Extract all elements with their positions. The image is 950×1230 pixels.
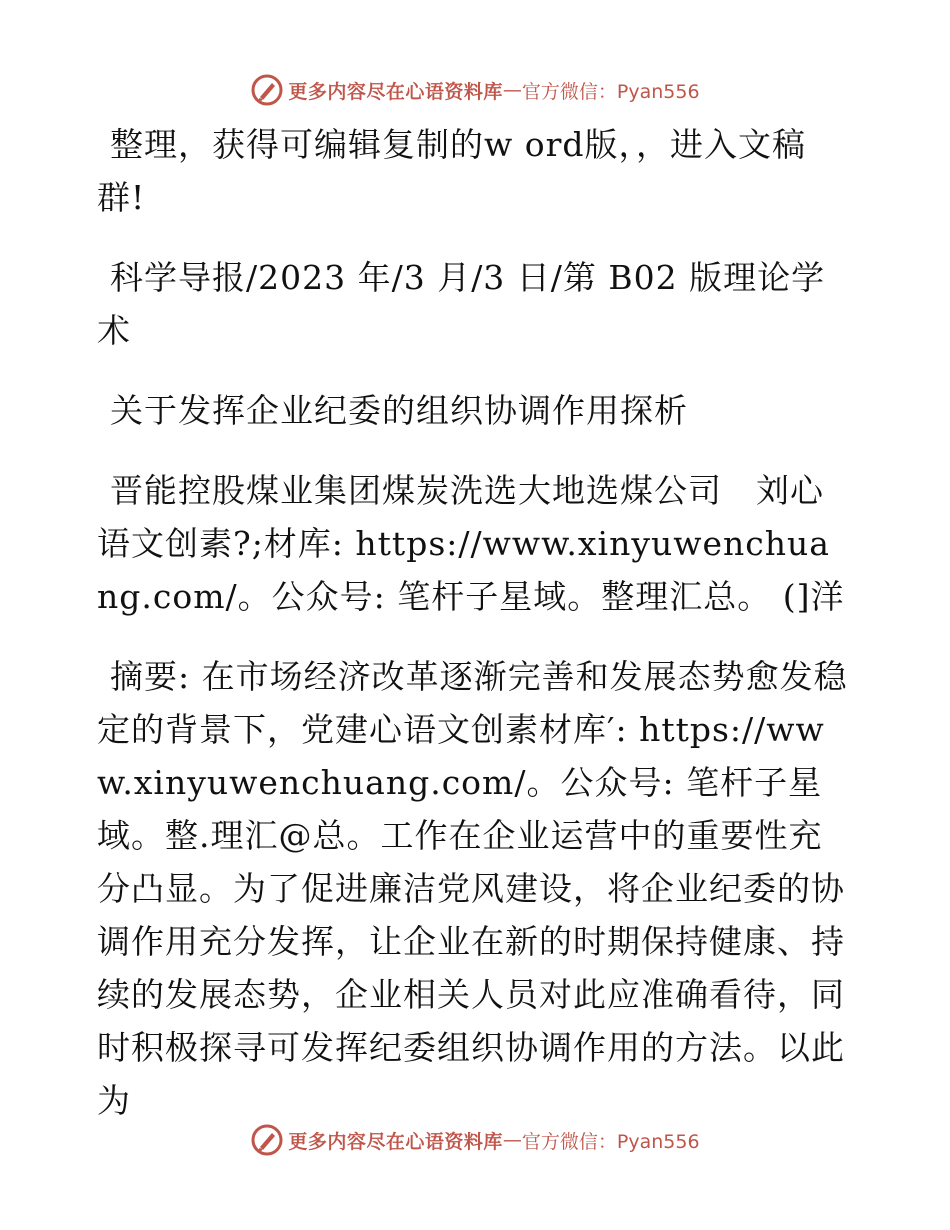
banner-text: 更多内容尽在心语资料库 [288, 80, 503, 103]
article-title: 关于发挥企业纪委的组织协调作用探析 [110, 391, 688, 430]
footer-banner [0, 1120, 950, 1160]
author-line: 晋能控股煤业集团煤炭洗选大地选煤公司 刘心语文创素?;材库: https://www.xinyuwenchuang.com/。公众号: 笔杆子星域。整理汇总。 (]洋 [97, 471, 845, 616]
document-body [97, 118, 849, 1127]
header-banner [0, 70, 950, 110]
intro-paragraph: 整理，获得可编辑复制的w ord版，，进入文稿群! [97, 125, 807, 217]
source-line: 科学导报/2023 年/3 月/3 日/第 B02 版理论学术 [97, 258, 826, 350]
banner-contact: 官方微信：Pyan556 [521, 1130, 700, 1153]
fountain-pen-logo-icon [250, 1123, 284, 1157]
banner-text: 更多内容尽在心语资料库 [288, 1130, 503, 1153]
banner-separator: — [502, 79, 522, 101]
banner-contact: 官方微信：Pyan556 [521, 80, 700, 103]
banner-separator: — [502, 1129, 522, 1151]
abstract-paragraph: 摘要: 在市场经济改革逐渐完善和发展态势愈发稳定的背景下，党建心语文创素材库′: https://www.xinyuwenchuang.com/。公众号: 笔杆子星域。整.理汇@总。工作在企业运营中的重要性充分凸显。为了促进廉洁党风建设，将企业纪委的协调作用充分发挥，让企业在新的时期保持健康、持续的发展态势，企业相关人员对此应准确看待，同时积极探寻可发挥纪委组织协调作用的方法。以此为 [97, 657, 848, 1120]
fountain-pen-logo-icon [250, 73, 284, 107]
